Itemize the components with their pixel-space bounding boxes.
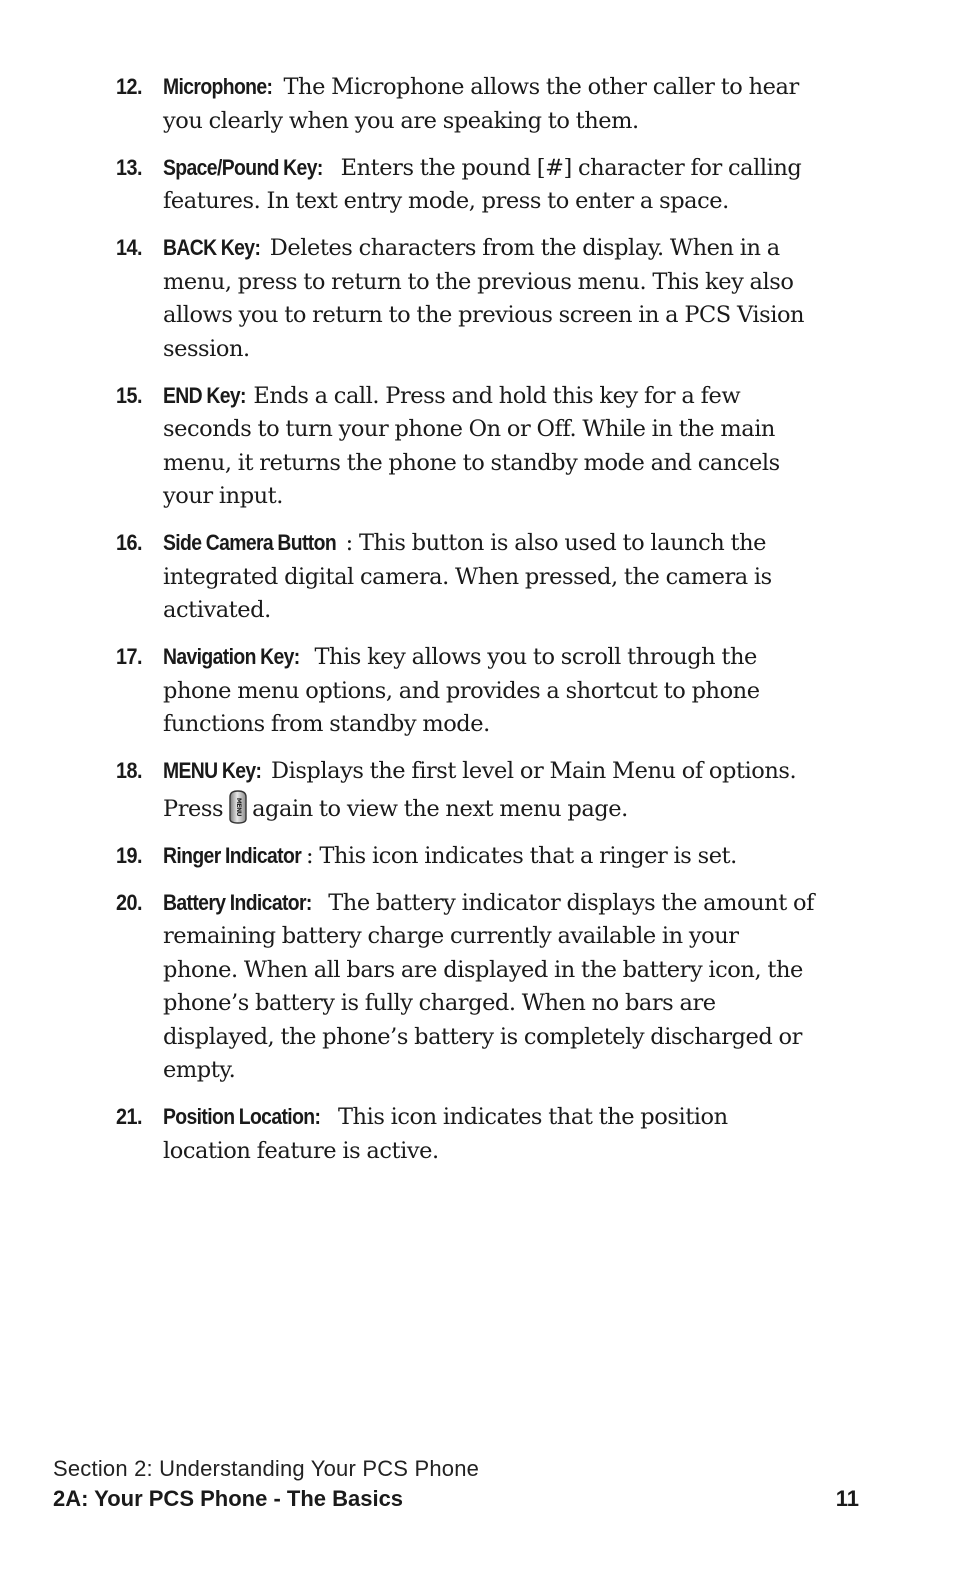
- svg-text:MENU: MENU: [235, 797, 243, 816]
- item-description: [163, 70, 816, 138]
- item-description: [163, 379, 816, 514]
- item-text: Enters the pound [#] character for calling features. In text entry mode, press to enter a space.: [163, 154, 802, 214]
- list-item: [116, 379, 816, 514]
- footer-section-title: Section 2: Understanding Your PCS Phone: [53, 1456, 480, 1481]
- list-item: [116, 839, 816, 874]
- item-number: 16.: [116, 530, 142, 555]
- item-text-again: again to view the next menu page.: [252, 795, 628, 822]
- item-text: Deletes characters from the display. When in a menu, press to return to the previous menu. This key also allows you to return to the previous screen in a PCS Vision session.: [163, 235, 805, 362]
- item-number: 13.: [116, 154, 142, 180]
- item-description: [163, 839, 816, 874]
- list-item: [116, 151, 816, 219]
- item-term: Battery Indicator:: [163, 889, 312, 915]
- list-item: [116, 754, 816, 826]
- page-number: 11: [835, 1486, 859, 1511]
- item-text: This icon indicates that the position location feature is active.: [163, 1104, 728, 1164]
- item-description: [163, 886, 816, 1088]
- item-description: [163, 754, 816, 826]
- item-description: [163, 231, 816, 366]
- item-description: [163, 640, 816, 742]
- footer-chapter-row: [53, 1484, 859, 1514]
- list-item: [116, 886, 816, 1088]
- item-term: END Key:: [163, 382, 246, 408]
- item-text: Displays the first level or Main Menu of options.: [264, 758, 797, 784]
- item-term: Microphone:: [163, 74, 273, 99]
- item-text: : This icon indicates that a ringer is set.: [306, 842, 737, 869]
- page-footer: [53, 1454, 859, 1514]
- item-term: BACK Key:: [163, 235, 261, 260]
- item-number: 19.: [116, 842, 142, 868]
- item-number: 21.: [116, 1104, 142, 1129]
- item-description: [163, 1100, 816, 1168]
- item-number: 17.: [116, 644, 142, 669]
- menu-key-icon: [227, 789, 249, 825]
- list-item: [116, 70, 816, 138]
- item-term: Side Camera Button: [163, 530, 337, 555]
- item-text-press: Press: [163, 795, 224, 822]
- item-description: [163, 151, 816, 219]
- item-description: [163, 526, 816, 628]
- item-term: Ringer Indicator: [163, 842, 302, 868]
- list-item: [116, 231, 816, 366]
- item-text: This key allows you to scroll through the phone menu options, and provides a shortcut to phone functions from standby mode.: [163, 644, 760, 737]
- item-number: 14.: [116, 235, 142, 260]
- feature-list: [116, 70, 816, 1181]
- item-term: Navigation Key:: [163, 644, 300, 669]
- item-text: Ends a call. Press and hold this key for a few seconds to turn your phone On or Off. While in the main menu, it returns the phone to standby mode and cancels your input.: [163, 382, 780, 509]
- item-term: Space/Pound Key:: [163, 154, 323, 180]
- item-number: 15.: [116, 382, 142, 408]
- footer-chapter-title: 2A: Your PCS Phone - The Basics: [53, 1486, 404, 1511]
- item-term: Position Location:: [163, 1104, 321, 1129]
- list-item: [116, 640, 816, 742]
- item-number: 18.: [116, 758, 142, 783]
- item-text: : This button is also used to launch the integrated digital camera. When pressed, the camera is activated.: [163, 530, 772, 623]
- item-text: The Microphone allows the other caller to hear you clearly when you are speaking to them.: [163, 74, 799, 134]
- item-number: 12.: [116, 74, 142, 99]
- item-number: 20.: [116, 889, 142, 915]
- list-item: [116, 1100, 816, 1168]
- list-item: [116, 526, 816, 628]
- item-text: The battery indicator displays the amount of remaining battery charge currently available in your phone. When all bars are displayed in the battery icon, the phone’s battery is fully charged. When no bars are displayed, the phone’s battery is completely discharged or empty.: [163, 889, 814, 1083]
- item-term: MENU Key:: [163, 758, 262, 783]
